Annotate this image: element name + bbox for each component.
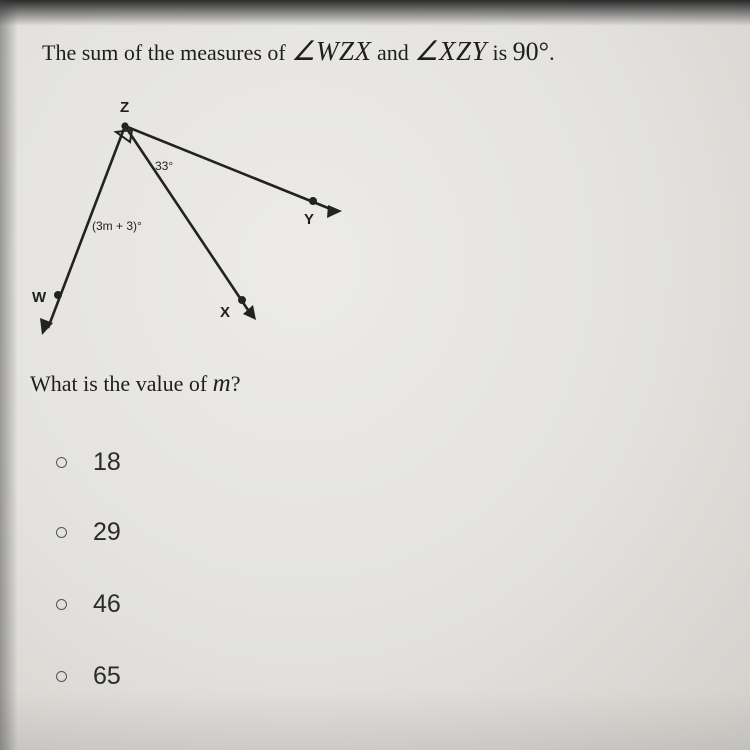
choice-label: 65	[93, 661, 121, 690]
choice-option[interactable]	[56, 446, 121, 478]
prompt-variable: m	[212, 370, 231, 397]
label-w: W	[32, 289, 47, 306]
choice-label: 46	[93, 589, 121, 618]
photo-shadow-bottom	[0, 690, 750, 750]
question-suffix: .	[549, 40, 555, 65]
angle-sum-value: 90°	[512, 37, 550, 66]
radio-button-icon[interactable]	[56, 671, 67, 682]
prompt-label: What is the value of	[30, 371, 213, 396]
radio-button-icon[interactable]	[56, 457, 67, 468]
choice-label: 18	[93, 447, 121, 476]
ray-zx	[125, 126, 252, 316]
label-y: Y	[304, 211, 315, 228]
choice-label: 29	[93, 517, 121, 546]
radio-button-icon[interactable]	[56, 599, 67, 610]
choice-option[interactable]	[56, 660, 121, 692]
label-x: X	[220, 304, 231, 321]
angle-diagram	[20, 90, 360, 340]
prompt-text	[30, 370, 241, 398]
angle-label-33: 33°	[155, 159, 174, 173]
point-y-dot	[309, 197, 317, 205]
prompt-end: ?	[230, 371, 241, 396]
point-x-dot	[238, 296, 246, 304]
point-w-dot	[54, 291, 62, 299]
point-z-dot	[121, 122, 128, 129]
question-prefix: The sum of the measures of	[42, 40, 292, 65]
angle-label-3m-plus-3: (3m + 3)°	[92, 219, 142, 233]
question-text	[42, 36, 555, 67]
radio-button-icon[interactable]	[56, 527, 67, 538]
choice-option[interactable]	[56, 588, 121, 620]
angle-xzy: ∠XZY	[414, 36, 487, 66]
label-z: Z	[120, 99, 130, 116]
question-is: is	[486, 40, 513, 65]
angle-wzx: ∠WZX	[291, 36, 372, 66]
arrowhead-y	[327, 205, 342, 218]
choice-option[interactable]	[56, 516, 121, 548]
question-joiner: and	[371, 40, 415, 65]
photo-shadow-left	[0, 0, 18, 750]
photo-shadow-top	[0, 0, 750, 26]
